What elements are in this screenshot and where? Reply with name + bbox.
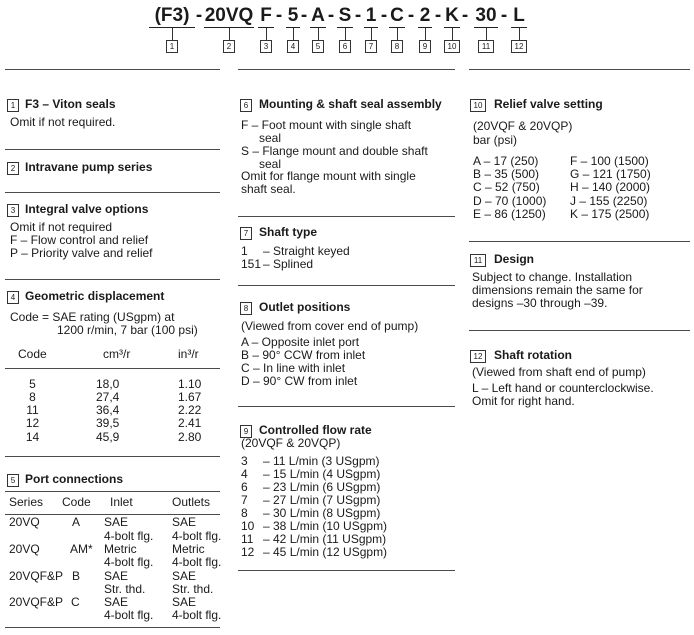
table-cell: 45,9 <box>96 430 120 444</box>
table-cell: 4-bolt flg. <box>172 555 222 569</box>
table-cell: 5 <box>29 377 36 391</box>
option-text: – 11 L/min (3 USgpm) <box>263 454 380 468</box>
table-cell: AM* <box>70 542 93 556</box>
divider <box>5 627 220 628</box>
pressure-option: E – 86 (1250) <box>473 207 546 221</box>
body-text: shaft seal. <box>241 182 296 196</box>
option-code: 151 <box>241 257 262 271</box>
table-cell: 2.41 <box>178 416 202 430</box>
code-number-box: 11 <box>478 40 494 53</box>
body-text: F – Foot mount with single shaft <box>241 118 412 132</box>
section-title: Shaft type <box>259 225 318 239</box>
section-title: Intravane pump series <box>25 160 153 174</box>
body-text: (20VQF & 20VQP) <box>241 436 341 450</box>
body-text: A – Opposite inlet port <box>241 335 360 349</box>
code-connector-line <box>172 28 173 40</box>
table-header: Code <box>18 347 47 361</box>
option-code: 1 <box>241 244 248 258</box>
section-number-box: 10 <box>470 99 486 112</box>
option-text: – Straight keyed <box>263 244 350 258</box>
table-cell: SAE <box>104 569 129 583</box>
section-title: Shaft rotation <box>494 348 572 362</box>
table-cell: Str. thd. <box>104 582 146 596</box>
option-text: – 42 L/min (11 USgpm) <box>263 532 387 546</box>
code-segment: (F3) <box>149 5 195 28</box>
section-number-box: 4 <box>7 291 19 304</box>
table-header: Outlets <box>172 495 211 509</box>
pressure-option: K – 175 (2500) <box>570 207 650 221</box>
section-title: Geometric displacement <box>25 289 165 303</box>
pressure-option: B – 35 (500) <box>473 167 540 181</box>
divider <box>5 192 220 193</box>
option-text: – 45 L/min (12 USgpm) <box>263 545 388 559</box>
section-number-box: 5 <box>7 474 19 487</box>
option-code: 4 <box>241 467 248 481</box>
table-cell: 4-bolt flg. <box>172 529 222 543</box>
section-title: F3 – Viton seals <box>25 97 116 111</box>
code-number-box: 4 <box>287 40 299 53</box>
table-cell: 4-bolt flg. <box>104 608 154 622</box>
code-separator: - <box>380 5 388 26</box>
code-number-box: 12 <box>511 40 527 53</box>
table-cell: SAE <box>172 595 197 609</box>
table-cell: 12 <box>25 416 40 430</box>
body-text: S – Flange mount and double shaft <box>241 144 428 158</box>
divider <box>469 69 690 70</box>
section-number-box: 2 <box>7 162 19 175</box>
code-connector-line <box>266 28 267 40</box>
table-cell: 20VQ <box>9 515 40 529</box>
option-text: – 38 L/min (10 USgpm) <box>263 519 388 533</box>
divider <box>238 406 455 407</box>
code-segment: 20VQ <box>204 5 254 26</box>
code-separator: - <box>434 5 442 26</box>
divider <box>5 279 220 280</box>
option-text: – 23 L/min (6 USgpm) <box>263 480 381 494</box>
table-cell: 1.67 <box>178 390 202 404</box>
code-segment: L <box>511 5 527 28</box>
code-segment: 2 <box>419 5 431 26</box>
section-number-box: 7 <box>240 227 252 240</box>
section-title: Port connections <box>25 472 124 486</box>
option-code: 7 <box>241 493 248 507</box>
body-text: Omit if not required. <box>10 115 116 129</box>
table-cell: 14 <box>25 430 40 444</box>
code-number-box: 5 <box>312 40 324 53</box>
code-separator: - <box>461 5 469 26</box>
body-text: (20VQF & 20VQP) <box>473 119 573 133</box>
code-connector-line <box>345 28 346 40</box>
body-text: C – In line with inlet <box>241 361 346 375</box>
body-text: seal <box>259 131 282 145</box>
code-connector-line <box>486 28 487 40</box>
body-text: Omit for right hand. <box>472 394 575 408</box>
pressure-option: D – 70 (1000) <box>473 194 547 208</box>
divider <box>238 216 455 217</box>
table-cell: 20VQF&P <box>9 569 64 583</box>
option-code: 12 <box>241 545 255 559</box>
table-cell: SAE <box>104 515 129 529</box>
code-number-box: 10 <box>444 40 460 53</box>
code-separator: - <box>195 5 203 26</box>
section-title: Outlet positions <box>259 300 351 314</box>
table-cell: 4-bolt flg. <box>104 555 154 569</box>
body-text: bar (psi) <box>473 133 518 147</box>
code-separator: - <box>275 5 283 26</box>
table-cell: 20VQF&P <box>9 595 64 609</box>
section-number-box: 6 <box>240 99 252 112</box>
table-header-rule <box>5 368 220 369</box>
code-number-box: 7 <box>365 40 377 53</box>
section-title: Mounting & shaft seal assembly <box>259 97 442 111</box>
body-text: 1200 r/min, 7 bar (100 psi) <box>57 323 198 337</box>
code-segment: 30 <box>475 5 497 26</box>
table-cell: C <box>71 595 80 609</box>
divider <box>238 285 455 286</box>
option-code: 6 <box>241 480 248 494</box>
table-cell: SAE <box>172 569 197 583</box>
code-connector-line <box>452 28 453 40</box>
option-code: 8 <box>241 506 248 520</box>
section-number-box: 3 <box>7 204 19 217</box>
table-header: Series <box>9 495 44 509</box>
option-text: – 27 L/min (7 USgpm) <box>263 493 381 507</box>
pressure-option: F – 100 (1500) <box>570 154 649 168</box>
divider <box>238 69 455 70</box>
option-text: – 15 L/min (4 USgpm) <box>263 467 381 481</box>
table-cell: 11 <box>26 403 39 417</box>
table-header: Inlet <box>110 495 133 509</box>
table-cell: 2.80 <box>178 430 202 444</box>
body-text: Subject to change. Installation <box>472 270 633 284</box>
section-number-box: 8 <box>240 302 252 315</box>
table-cell: 2.22 <box>178 403 202 417</box>
code-separator: - <box>327 5 335 26</box>
table-cell: 4-bolt flg. <box>104 529 154 543</box>
table-header: in³/r <box>178 347 199 361</box>
divider <box>5 456 220 457</box>
code-connector-line <box>397 28 398 40</box>
table-cell: 27,4 <box>96 390 120 404</box>
table-cell: 8 <box>29 390 36 404</box>
code-connector-line <box>519 28 520 40</box>
table-cell: 39,5 <box>96 416 120 430</box>
section-number-box: 12 <box>470 350 486 363</box>
code-segment: S <box>338 5 352 26</box>
pressure-option: C – 52 (750) <box>473 180 540 194</box>
table-cell: 4-bolt flg. <box>172 608 222 622</box>
table-cell: SAE <box>172 515 197 529</box>
code-number-box: 9 <box>419 40 431 53</box>
body-text: Omit if not required <box>10 220 113 234</box>
body-text: seal <box>259 157 282 171</box>
divider <box>5 69 220 70</box>
code-connector-line <box>293 28 294 40</box>
code-connector-line <box>371 28 372 40</box>
body-text: designs –30 through –39. <box>472 296 608 310</box>
code-separator: - <box>300 5 308 26</box>
code-connector-line <box>318 28 319 40</box>
divider <box>5 149 220 150</box>
code-number-box: 8 <box>391 40 403 53</box>
table-cell: B <box>72 569 81 583</box>
section-title: Integral valve options <box>25 202 149 216</box>
table-cell: A <box>72 515 81 529</box>
option-text: – 30 L/min (8 USgpm) <box>263 506 381 520</box>
code-segment: C <box>390 5 404 26</box>
pressure-option: J – 155 (2250) <box>570 194 648 208</box>
section-title: Controlled flow rate <box>259 423 372 437</box>
table-cell: 18,0 <box>96 377 120 391</box>
body-text: Code = SAE rating (USgpm) at <box>10 310 175 324</box>
table-header: Code <box>62 495 91 509</box>
divider <box>469 330 690 331</box>
pressure-option: A – 17 (250) <box>473 154 539 168</box>
code-number-box: 3 <box>260 40 272 53</box>
code-number-box: 2 <box>223 40 235 53</box>
section-number-box: 11 <box>470 254 486 267</box>
pressure-option: H – 140 (2000) <box>570 180 651 194</box>
code-number-box: 6 <box>339 40 351 53</box>
body-text: dimensions remain the same for <box>472 283 643 297</box>
code-segment: 5 <box>287 5 299 26</box>
code-segment: 1 <box>365 5 377 26</box>
table-cell: Metric <box>172 542 205 556</box>
table-cell: 20VQ <box>9 542 40 556</box>
code-separator: - <box>354 5 362 26</box>
option-text: – Splined <box>263 257 314 271</box>
section-title: Design <box>494 252 535 266</box>
option-code: 10 <box>241 519 255 533</box>
code-segment: A <box>311 5 325 26</box>
body-text: F – Flow control and relief <box>10 233 149 247</box>
table-cell: 36,4 <box>96 403 120 417</box>
code-connector-line <box>229 28 230 40</box>
body-text: (Viewed from cover end of pump) <box>241 319 419 333</box>
pressure-option: G – 121 (1750) <box>570 167 651 181</box>
body-text: (Viewed from shaft end of pump) <box>472 365 646 379</box>
section-title: Relief valve setting <box>494 97 603 111</box>
body-text: L – Left hand or counterclockwise. <box>472 381 654 395</box>
section-number-box: 1 <box>7 99 19 112</box>
body-text: Omit for flange mount with single <box>241 169 416 183</box>
body-text: B – 90° CCW from inlet <box>241 348 366 362</box>
code-number-box: 1 <box>166 40 178 53</box>
table-cell: 1.10 <box>178 377 202 391</box>
table-cell: Str. thd. <box>172 582 214 596</box>
option-code: 11 <box>241 532 254 546</box>
body-text: D – 90° CW from inlet <box>241 374 358 388</box>
section-number-box: 9 <box>240 425 252 438</box>
table-cell: Metric <box>104 542 137 556</box>
option-code: 3 <box>241 454 248 468</box>
divider <box>5 491 220 492</box>
code-segment: F <box>258 5 274 28</box>
table-header: cm³/r <box>103 347 131 361</box>
divider <box>238 570 455 571</box>
code-separator: - <box>407 5 415 26</box>
body-text: P – Priority valve and relief <box>10 246 153 260</box>
divider <box>469 241 690 242</box>
code-connector-line <box>425 28 426 40</box>
code-separator: - <box>500 5 508 26</box>
code-segment: K <box>445 5 459 26</box>
table-cell: SAE <box>104 595 129 609</box>
